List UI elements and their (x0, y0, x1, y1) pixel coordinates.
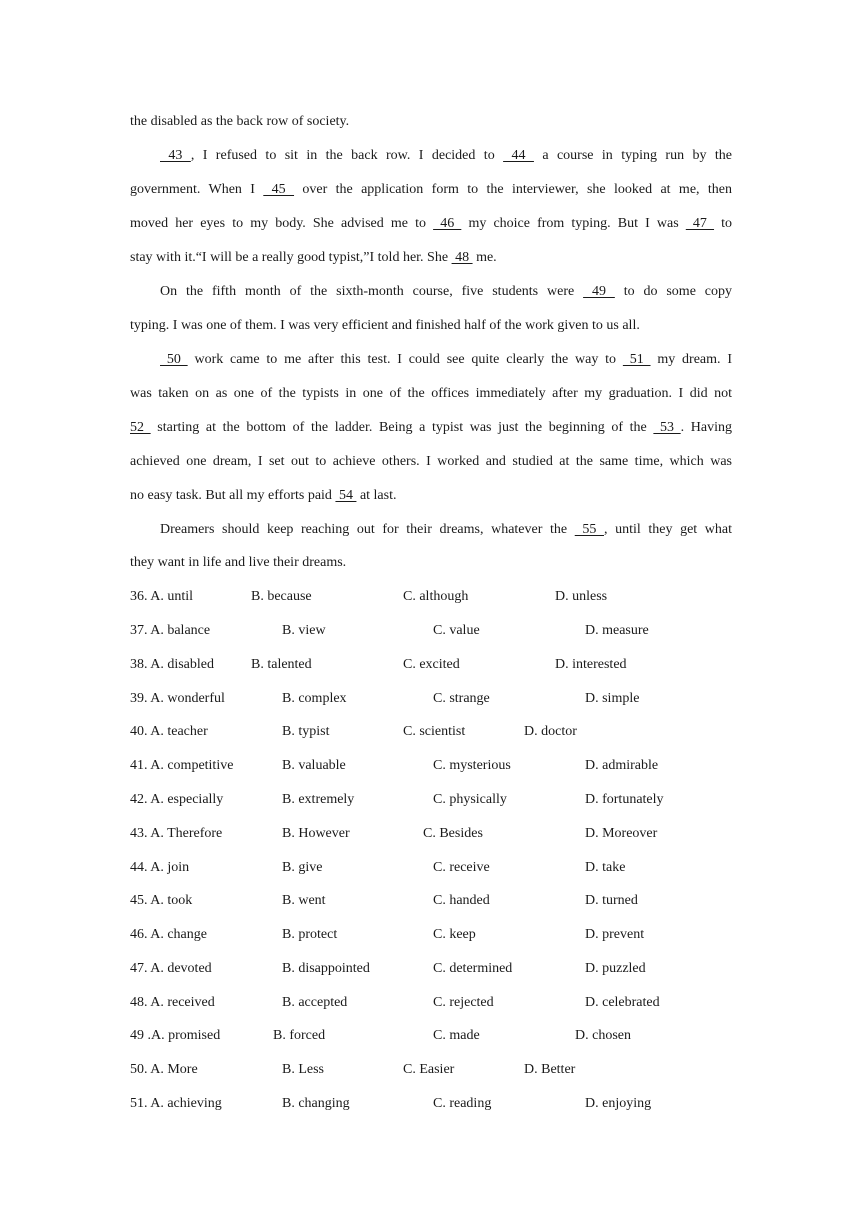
passage-text: me. (472, 250, 497, 265)
option-c: C. strange (433, 691, 490, 706)
blank-51: 51 (622, 352, 651, 367)
option-c: C. mysterious (433, 758, 511, 773)
option-b: B. disappointed (282, 961, 370, 976)
option-d: D. turned (585, 893, 638, 908)
passage-text: starting at the bottom of the ladder. Being a typist was just the beginning of the (150, 420, 654, 435)
passage-text: they want in life and live their dreams. (130, 555, 347, 570)
passage-line (160, 283, 732, 301)
passage-line (130, 249, 732, 267)
passage-text: a course in typing run by the (533, 148, 733, 163)
option-d: D. simple (585, 691, 640, 706)
option-b: B. However (282, 826, 350, 841)
blank-45: 45 (263, 182, 295, 197)
passage-line (130, 453, 732, 471)
blank-50: 50 (160, 352, 188, 367)
passage-text: was taken on as one of the typists in one of the offices immediately after my graduation. I did not (130, 386, 732, 401)
option-c: C. determined (433, 961, 513, 976)
question-stem: 43. A. Therefore (130, 826, 223, 841)
passage-line (160, 147, 732, 165)
passage-line (160, 351, 732, 369)
passage-text: moved her eyes to my body. She advised me to (130, 216, 434, 231)
option-c: C. Easier (403, 1062, 455, 1077)
passage-text: to do some copy (614, 284, 733, 299)
passage-text: On the fifth month of the sixth-month course, five students were (160, 284, 584, 299)
option-c: C. scientist (403, 724, 466, 739)
question-stem: 51. A. achieving (130, 1096, 222, 1111)
passage-text: at last. (356, 488, 397, 503)
passage-text: , I refused to sit in the back row. I decided to (190, 148, 504, 163)
passage-text: the disabled as the back row of society. (130, 114, 350, 129)
option-c: C. keep (433, 927, 476, 942)
option-c: C. rejected (433, 995, 494, 1010)
option-b: B. forced (273, 1028, 326, 1043)
question-stem: 45. A. took (130, 893, 193, 908)
option-b: B. typist (282, 724, 330, 739)
passage-text: no easy task. But all my efforts paid (130, 488, 336, 503)
option-b: B. view (282, 623, 326, 638)
passage-text: Dreamers should keep reaching out for their dreams, whatever the (160, 522, 575, 537)
option-c: C. Besides (423, 826, 483, 841)
blank-52: 52 (130, 420, 151, 435)
option-c: C. physically (433, 792, 507, 807)
blank-44: 44 (503, 148, 534, 163)
option-b: B. accepted (282, 995, 348, 1010)
question-stem: 50. A. More (130, 1062, 198, 1077)
option-d: D. admirable (585, 758, 659, 773)
option-d: D. unless (555, 589, 608, 604)
option-b: B. valuable (282, 758, 346, 773)
blank-46: 46 (433, 216, 462, 231)
option-d: D. doctor (524, 724, 577, 739)
option-b: B. went (282, 893, 326, 908)
passage-text: to (714, 216, 733, 231)
option-c: C. value (433, 623, 480, 638)
option-d: D. take (585, 860, 626, 875)
question-stem: 41. A. competitive (130, 758, 234, 773)
passage-line (130, 419, 732, 437)
blank-48: 48 (451, 250, 473, 265)
passage-text: over the application form to the interviewer, she looked at me, then (294, 182, 733, 197)
question-stem: 39. A. wonderful (130, 691, 225, 706)
option-c: C. reading (433, 1096, 492, 1111)
option-d: D. Moreover (585, 826, 658, 841)
passage-line (130, 487, 732, 505)
passage-line (130, 385, 732, 403)
question-stem: 44. A. join (130, 860, 190, 875)
option-d: D. enjoying (585, 1096, 652, 1111)
option-c: C. excited (403, 657, 460, 672)
passage-text: , until they get what (603, 522, 733, 537)
blank-53: 53 (653, 420, 681, 435)
blank-49: 49 (583, 284, 615, 299)
question-stem: 49 .A. promised (130, 1028, 221, 1043)
passage-text: typing. I was one of them. I was very efficient and finished half of the work given to us all. (130, 318, 640, 333)
blank-43: 43 (160, 148, 191, 163)
question-stem: 38. A. disabled (130, 657, 214, 672)
option-d: D. celebrated (585, 995, 660, 1010)
passage-line (130, 215, 732, 233)
option-b: B. changing (282, 1096, 350, 1111)
option-b: B. complex (282, 691, 347, 706)
question-stem: 46. A. change (130, 927, 207, 942)
question-stem: 48. A. received (130, 995, 215, 1010)
option-b: B. because (251, 589, 312, 604)
blank-55: 55 (574, 522, 604, 537)
question-stem: 40. A. teacher (130, 724, 208, 739)
option-d: D. interested (555, 657, 627, 672)
passage-line (130, 113, 732, 131)
option-c: C. made (433, 1028, 480, 1043)
option-b: B. Less (282, 1062, 324, 1077)
blank-54: 54 (335, 488, 357, 503)
option-c: C. receive (433, 860, 490, 875)
option-d: D. chosen (575, 1028, 631, 1043)
blank-47: 47 (685, 216, 715, 231)
question-stem: 42. A. especially (130, 792, 224, 807)
option-d: D. prevent (585, 927, 645, 942)
option-c: C. handed (433, 893, 490, 908)
option-d: D. puzzled (585, 961, 646, 976)
passage-text: achieved one dream, I set out to achieve others. I worked and studied at the same time, which was (130, 454, 732, 469)
passage-text: my dream. I (650, 352, 733, 367)
passage-text: my choice from typing. But I was (461, 216, 686, 231)
option-d: D. fortunately (585, 792, 664, 807)
question-stem: 47. A. devoted (130, 961, 212, 976)
option-b: B. give (282, 860, 323, 875)
option-b: B. talented (251, 657, 312, 672)
option-c: C. although (403, 589, 469, 604)
passage-text: stay with it.“I will be a really good typist,”I told her. She (130, 250, 452, 265)
passage-line (160, 521, 732, 539)
option-d: D. measure (585, 623, 649, 638)
passage-line (130, 317, 732, 335)
option-b: B. extremely (282, 792, 355, 807)
option-d: D. Better (524, 1062, 576, 1077)
passage-line (130, 554, 732, 572)
passage-line (130, 181, 732, 199)
passage-text: . Having (680, 420, 733, 435)
passage-text: work came to me after this test. I could see quite clearly the way to (187, 352, 623, 367)
passage-text: government. When I (130, 182, 264, 197)
question-stem: 37. A. balance (130, 623, 211, 638)
option-b: B. protect (282, 927, 338, 942)
question-stem: 36. A. until (130, 589, 194, 604)
